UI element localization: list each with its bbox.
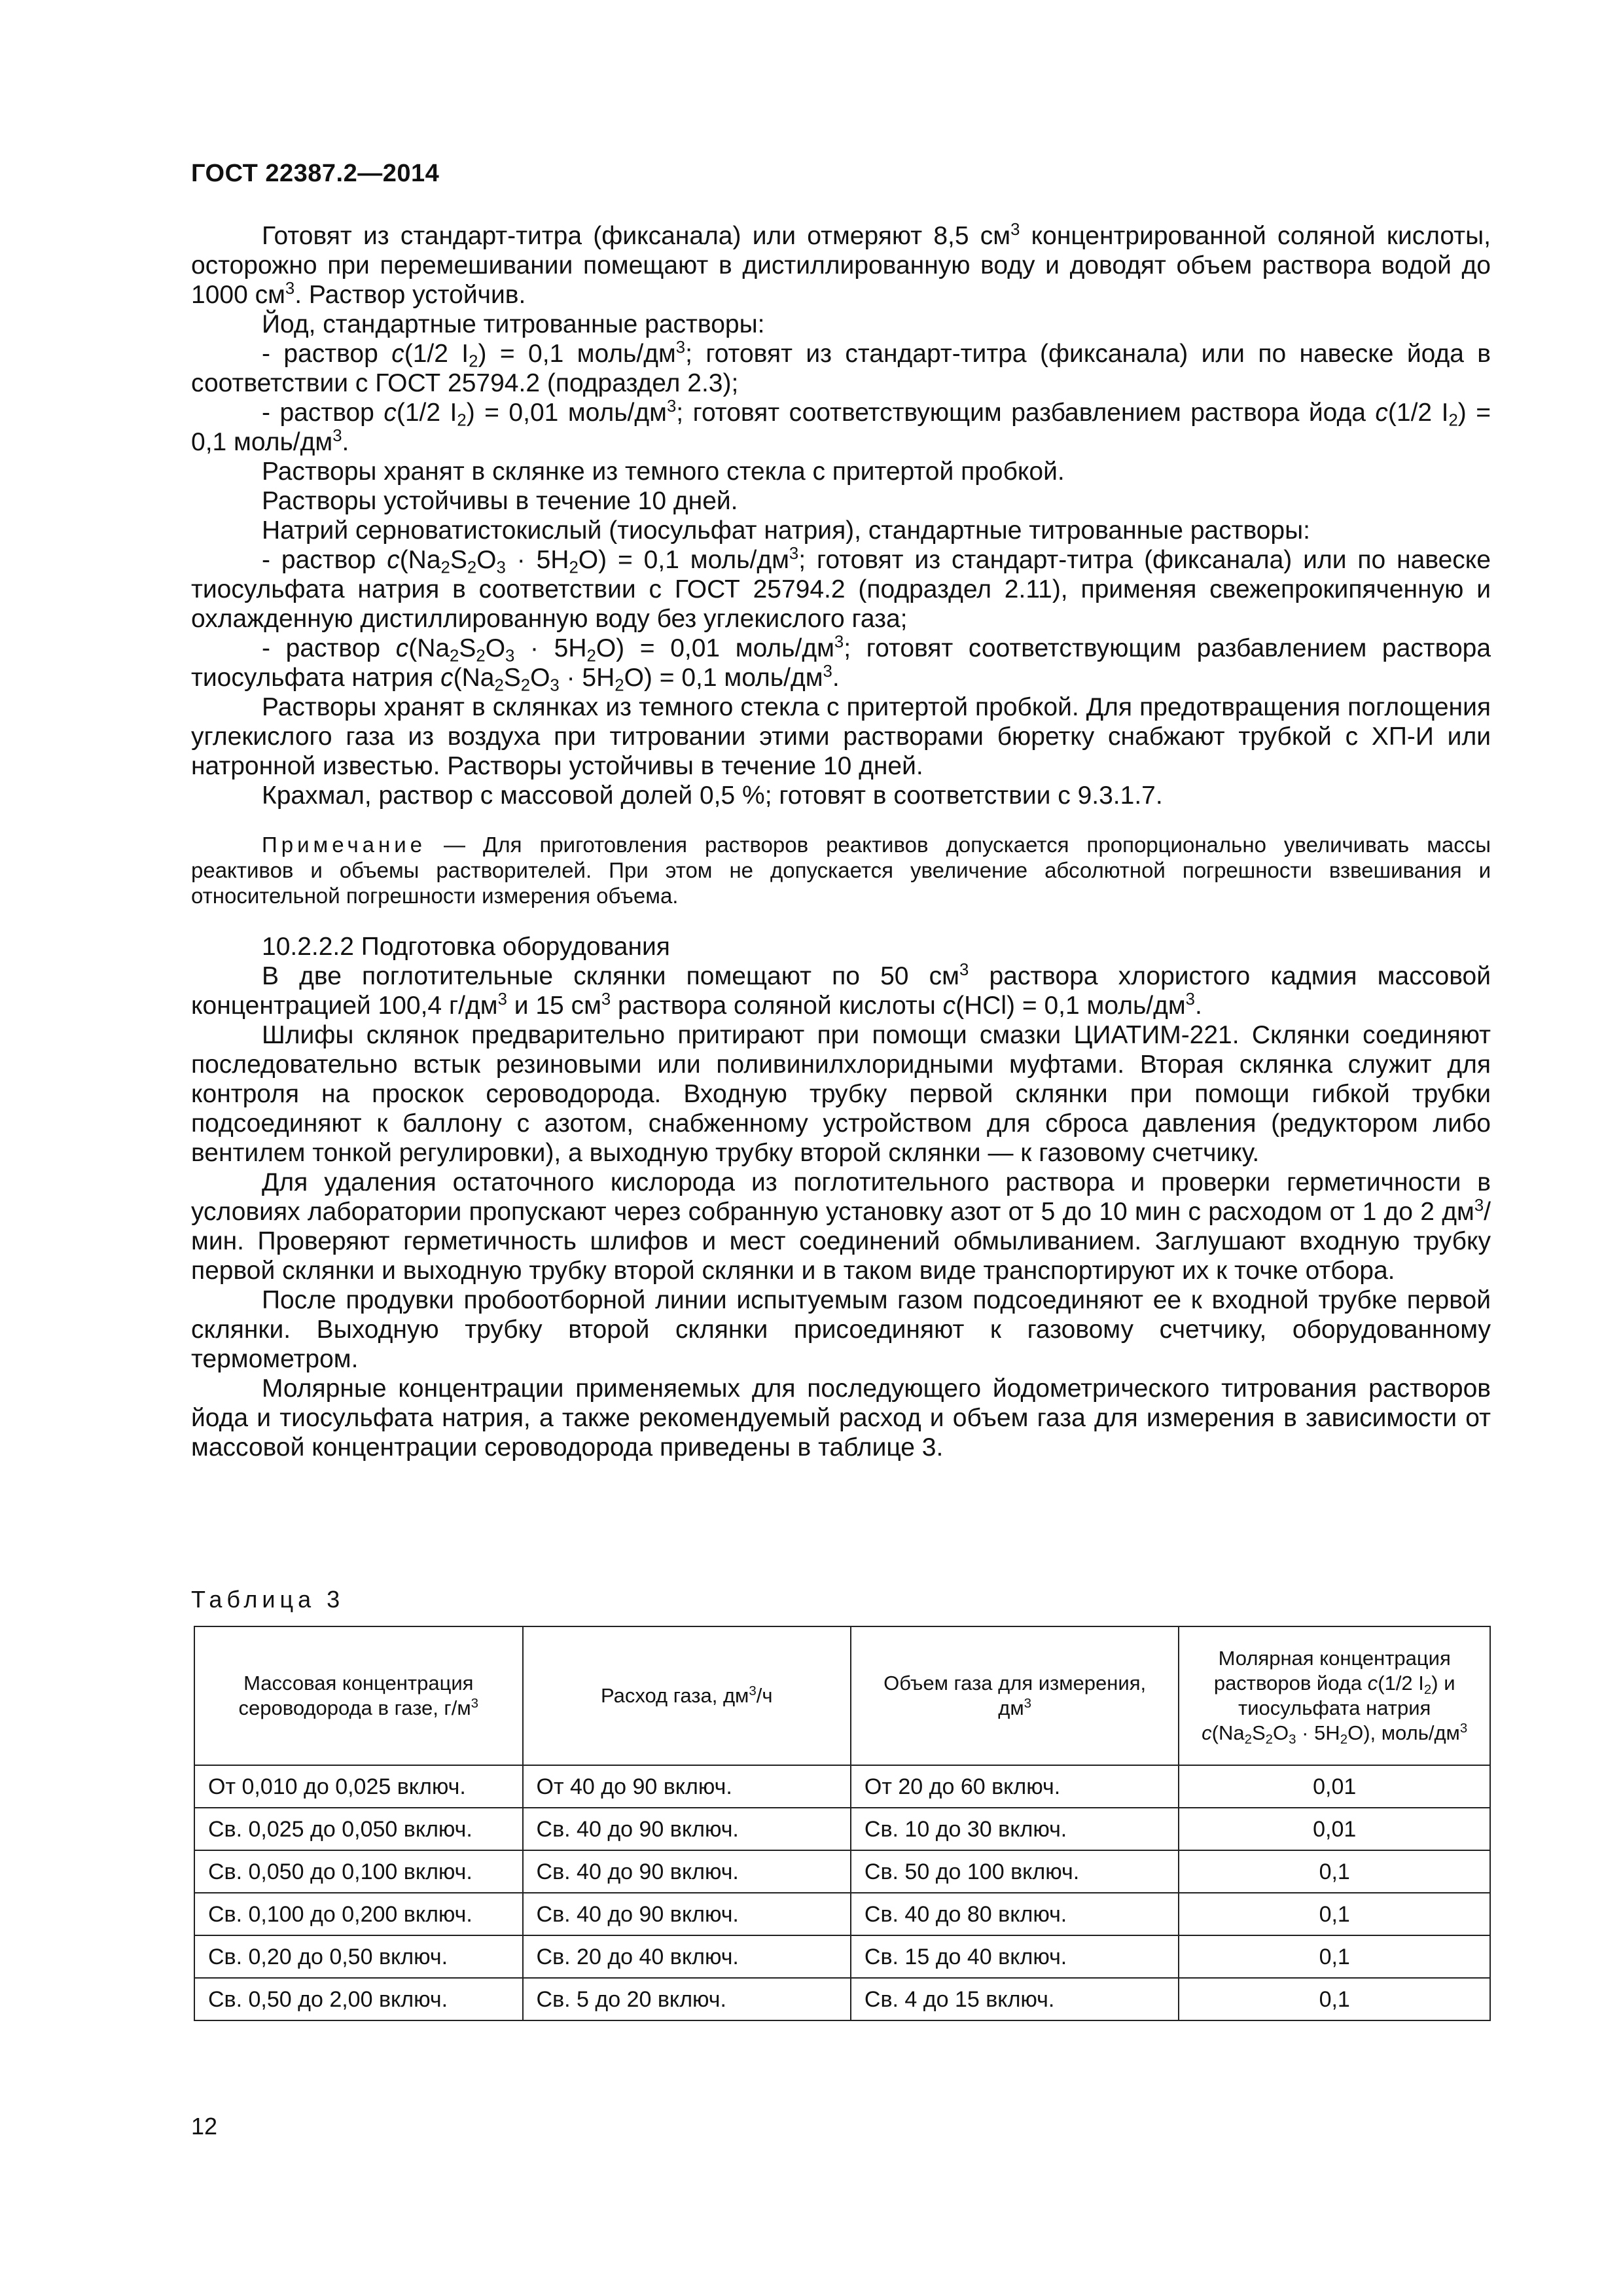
paragraph: После продувки пробоотборной линии испытуемым газом подсоединяют ее к входной трубке первой склянки. Выходную трубку второй склянки присоединяют к газовому счетчику, оборудованному термометром. xyxy=(191,1286,1491,1373)
table-row xyxy=(194,1808,1490,1850)
table-cell: 0,1 xyxy=(1179,1850,1490,1893)
table-cell: От 40 до 90 включ. xyxy=(523,1765,851,1808)
table-cell: Св. 40 до 90 включ. xyxy=(523,1850,851,1893)
table-cell: От 20 до 60 включ. xyxy=(851,1765,1179,1808)
note-label: Примечание xyxy=(262,833,427,857)
paragraph: Для удаления остаточного кислорода из поглотительного раствора и проверки герметичности в условиях лаборатории пропускают через собранную установку азот от 5 до 10 мин с расходом от 1 до 2 $дм^3$/мин. Проверяют герметичность шлифов и мест соединений обмыливанием. Заглушают входную трубку первой склянки и выходную трубку второй склянки и в таком виде транспортируют их к точке отбора. xyxy=(191,1168,1491,1285)
table-cell: 0,1 xyxy=(1179,1893,1490,1935)
concentration-table xyxy=(194,1626,1491,2021)
table-row xyxy=(194,1765,1490,1808)
document-header: ГОСТ 22387.2—2014 xyxy=(191,160,440,187)
table-cell: Св. 40 до 90 включ. xyxy=(523,1808,851,1850)
page-number: 12 xyxy=(191,2113,218,2140)
table-cell: Св. 40 до 90 включ. xyxy=(523,1893,851,1935)
table-cell: Св. 4 до 15 включ. xyxy=(851,1978,1179,2020)
paragraph: - раствор $c(Na_2S_2O_3 \cdot 5H_2O) = 0,1$ моль/$дм^3$; готовят из стандарт-титра (фиксанала) или по навеске тиосульфата натрия в соответствии с ГОСТ 25794.2 (подраздел 2.11), применяя свежепрокипяченную и охлажденную дистиллированную воду без углекислого газа; xyxy=(191,544,1491,633)
paragraph: В две поглотительные склянки помещают по 50 $см^3$ раствора хлористого кадмия массовой концентрацией 100,4 $г/дм^3$ и 15 $см^3$ раствора соляной кислоты c(HCl) = 0,1 моль/$дм^3$. xyxy=(191,960,1491,1020)
note xyxy=(191,832,1491,908)
table-row xyxy=(194,1893,1490,1935)
table-header-cell: Массовая концентрация сероводорода в газе, $г/м^3$ xyxy=(194,1626,523,1765)
paragraph: Шлифы склянок предварительно притирают при помощи смазки ЦИАТИМ-221. Склянки соединяют последовательно встык резиновыми или поливинилхлоридными муфтами. Вторая склянка служит для контроля на проскок сероводорода. Входную трубку первой склянки при помощи гибкой трубки подсоединяют к баллону с азотом, снабженному устройством для сброса давления (редуктором либо вентилем тонкой регулировки), а выходную трубку второй склянки — к газовому счетчику. xyxy=(191,1021,1491,1167)
table-header-cell: Молярная концентрация растворов йода c(1/2 $I_2$) и тиосульфата натрия $c(Na_2S_2O_3 \cdot 5H_2O)$, моль/$дм^3$ xyxy=(1179,1626,1490,1765)
table-row xyxy=(194,1935,1490,1978)
section-heading: 10.2.2.2 Подготовка оборудования xyxy=(262,933,670,961)
table-cell: От 0,010 до 0,025 включ. xyxy=(194,1765,523,1808)
paragraph: - раствор c(1/2 $I_2) = 0,1$ моль/$дм^3$; готовят из стандарт-титра (фиксанала) или по навеске йода в соответствии с ГОСТ 25794.2 (подраздел 2.3); xyxy=(191,338,1491,397)
table-cell: Св. 10 до 30 включ. xyxy=(851,1808,1179,1850)
table-header-cell: Расход газа, $дм^3/ч$ xyxy=(523,1626,851,1765)
table-cell: Св. 40 до 80 включ. xyxy=(851,1893,1179,1935)
paragraph: Растворы хранят в склянках из темного стекла с притертой пробкой. Для предотвращения поглощения углекислого газа из воздуха при титровании этими растворами бюретку снабжают трубкой с ХП-И или натронной известью. Растворы устойчивы в течение 10 дней. xyxy=(191,693,1491,780)
table-cell: Св. 0,025 до 0,050 включ. xyxy=(194,1808,523,1850)
paragraph: - раствор $c(Na_2S_2O_3 \cdot 5H_2O) = 0,01$ моль/$дм^3$; готовят соответствующим разбавлением раствора тиосульфата натрия $c(Na_2S_2O_3 \cdot 5H_2O) = 0,1$ моль/$дм^3$. xyxy=(191,632,1491,695)
paragraph: Молярные концентрации применяемых для последующего йодометрического титрования растворов йода и тиосульфата натрия, а также рекомендуемый расход и объем газа для измерения в зависимости от массовой концентрации сероводорода приведены в таблице 3. xyxy=(191,1374,1491,1462)
table-cell: Св. 20 до 40 включ. xyxy=(523,1935,851,1978)
table-cell: Св. 0,20 до 0,50 включ. xyxy=(194,1935,523,1978)
table-row xyxy=(194,1978,1490,2020)
table-header-cell: Объем газа для измерения, $дм^3$ xyxy=(851,1626,1179,1765)
paragraph: Крахмал, раствор с массовой долей 0,5 %; готовят в соответствии с 9.3.1.7. xyxy=(262,781,1163,810)
table-caption: Таблица 3 xyxy=(191,1586,345,1613)
table-header-row xyxy=(194,1626,1490,1765)
table-cell: Св. 50 до 100 включ. xyxy=(851,1850,1179,1893)
table-cell: 0,01 xyxy=(1179,1765,1490,1808)
paragraph: - раствор c(1/2 $I_2) = 0,01$ моль/$дм^3$; готовят соответствующим разбавлением раствора йода c(1/2 $I_2) = 0,1$ моль/$дм^3$. xyxy=(191,397,1491,456)
table-cell: Св. 15 до 40 включ. xyxy=(851,1935,1179,1978)
document-body xyxy=(191,221,1491,1462)
paragraph: Растворы хранят в склянке из темного стекла с притертой пробкой. xyxy=(262,457,1065,486)
table-cell: Св. 0,100 до 0,200 включ. xyxy=(194,1893,523,1935)
note-text: — Для приготовления растворов реактивов допускается пропорционально увеличивать массы реактивов и объемы растворителей. При этом не допускается увеличение абсолютной погрешности взвешивания и относительной погрешности измерения объема. xyxy=(191,833,1491,908)
table-cell: Св. 0,050 до 0,100 включ. xyxy=(194,1850,523,1893)
table-cell: 0,01 xyxy=(1179,1808,1490,1850)
table-row xyxy=(194,1850,1490,1893)
paragraph: Натрий серноватистокислый (тиосульфат натрия), стандартные титрованные растворы: xyxy=(262,516,1310,545)
table-cell: 0,1 xyxy=(1179,1935,1490,1978)
paragraph: Йод, стандартные титрованные растворы: xyxy=(262,310,765,338)
paragraph: Растворы устойчивы в течение 10 дней. xyxy=(262,487,738,515)
table-cell: Св. 5 до 20 включ. xyxy=(523,1978,851,2020)
table-cell: Св. 0,50 до 2,00 включ. xyxy=(194,1978,523,2020)
table-cell: 0,1 xyxy=(1179,1978,1490,2020)
paragraph: Готовят из стандарт-титра (фиксанала) или отмеряют 8,5 $см^3$ концентрированной соляной кислоты, осторожно при перемешивании помещают в дистиллированную воду и доводят объем раствора водой до 1000 $см^3$. Раствор устойчив. xyxy=(191,220,1491,309)
